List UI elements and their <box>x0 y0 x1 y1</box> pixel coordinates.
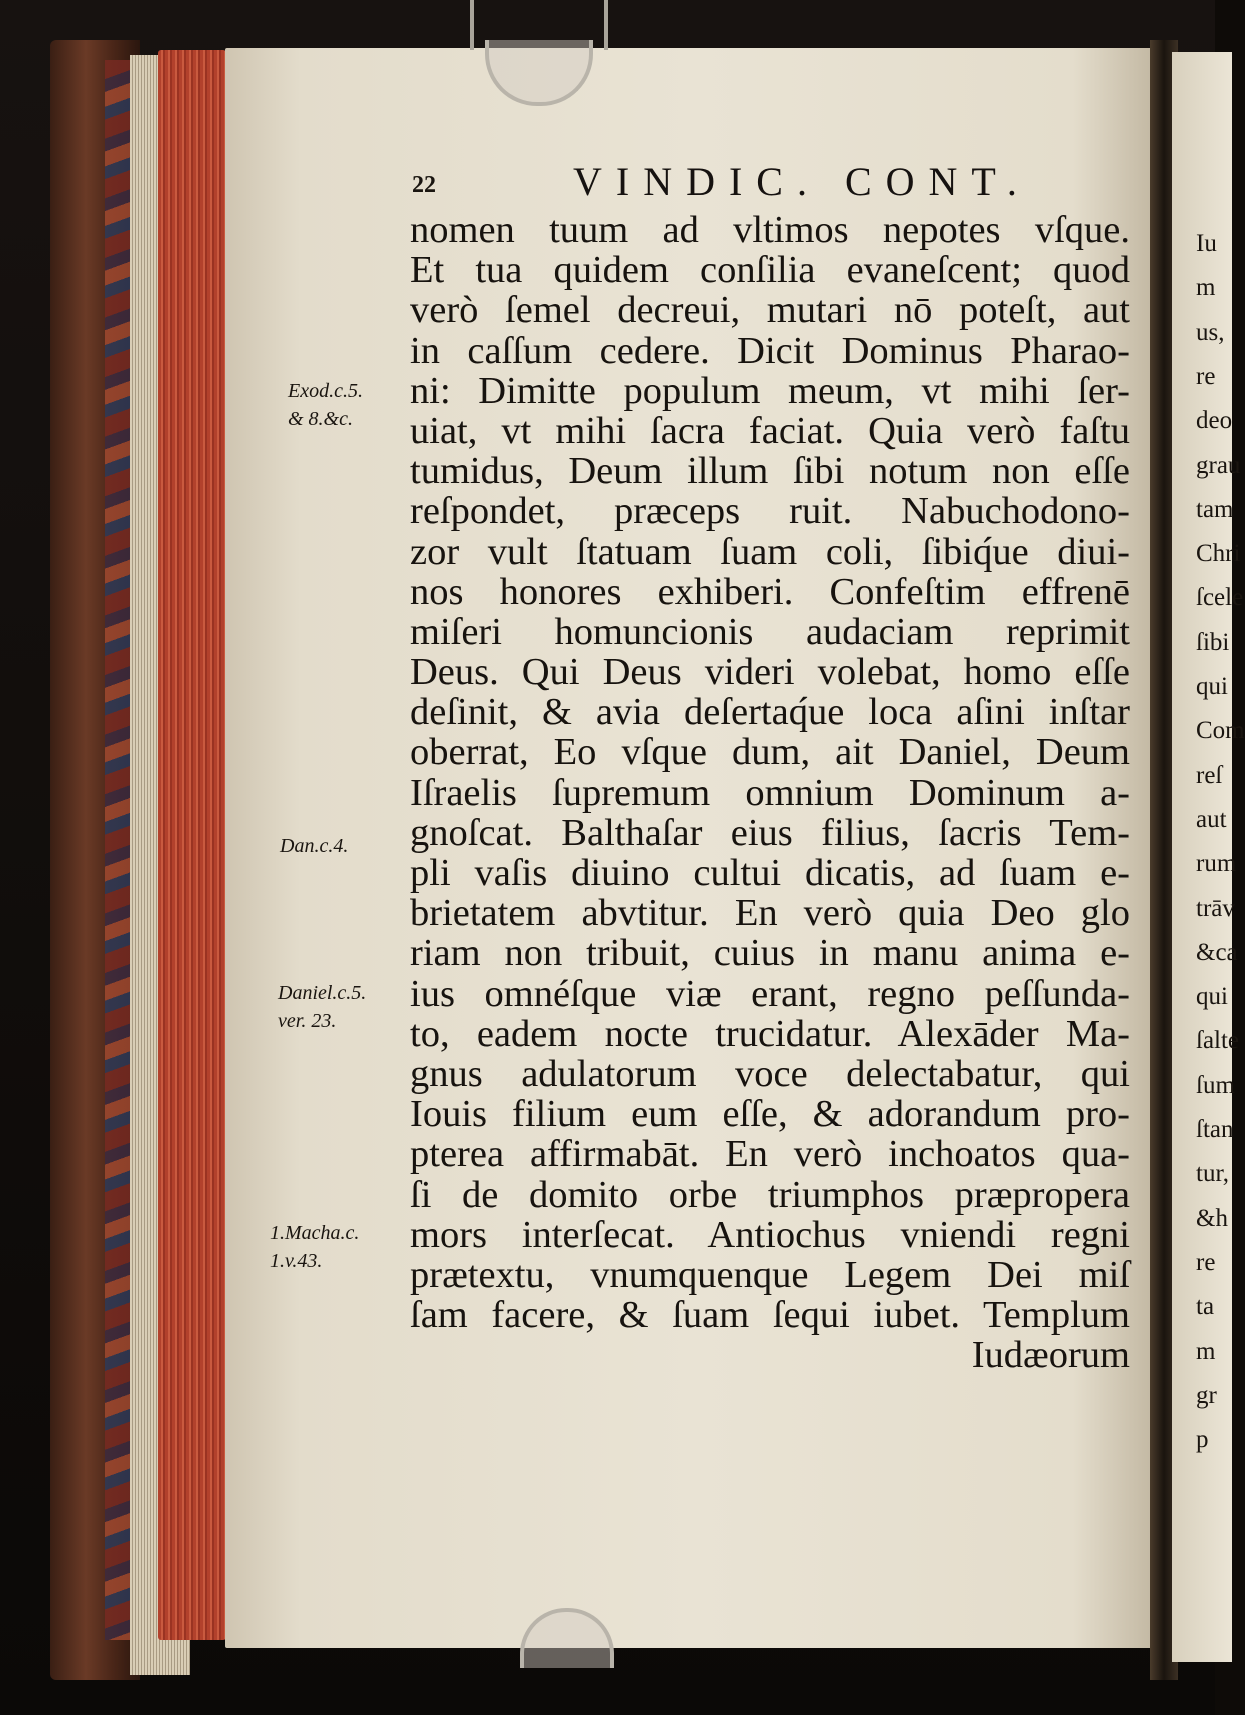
text-line: in caſſum cedere. Dicit Dominus Pharao- <box>410 329 1130 372</box>
text-line: tumidus, Deum illum ſibi notum non eſſe <box>410 450 1130 493</box>
text-line: Deus. Qui Deus videri volebat, homo eſſe <box>410 651 1130 694</box>
facing-page-fragment: ſalte <box>1196 1027 1240 1055</box>
margin-note: ver. 23. <box>278 1010 337 1032</box>
text-line: reſpondet, præceps ruit. Nabuchodono- <box>410 490 1130 533</box>
text-line: oberrat, Eo vſque dum, ait Daniel, Deum <box>410 731 1130 774</box>
margin-note: 1.v.43. <box>270 1250 323 1272</box>
facing-page-fragment: grau <box>1196 451 1241 479</box>
margin-note: Exod.c.5. <box>288 380 363 402</box>
facing-page-fragment: tur, <box>1196 1160 1230 1188</box>
facing-page-fragment: ſibi <box>1196 628 1230 656</box>
text-line: miſeri homuncionis audaciam reprimit <box>410 610 1130 653</box>
text-line: Et tua quidem conſilia evaneſcent; quod <box>410 249 1130 292</box>
body-text <box>410 210 1130 1335</box>
facing-page-fragment: &h <box>1196 1204 1228 1232</box>
facing-page-fragment: &ca <box>1196 938 1238 966</box>
text-line: gnoſcat. Balthaſar eius filius, ſacris Tem- <box>410 811 1130 854</box>
facing-page-fragment: reſ <box>1196 761 1223 789</box>
text-line: mors interſecat. Antiochus vniendi regni <box>410 1213 1130 1256</box>
facing-page-fragment: re <box>1196 362 1216 390</box>
text-line: zor vult ſtatuam ſuam coli, ſibiq́ue diui- <box>410 530 1130 573</box>
text-line: gnus adulatorum voce delectabatur, qui <box>410 1052 1130 1095</box>
page-number: 22 <box>412 172 436 198</box>
margin-note: Daniel.c.5. <box>278 982 367 1004</box>
facing-page-fragment: Chri <box>1196 540 1241 568</box>
page-header <box>410 158 1130 210</box>
text-line: nos honores exhiberi. Confeſtim effrenē <box>410 570 1130 613</box>
red-page-edge <box>158 50 226 1640</box>
facing-page-fragment: Com <box>1196 717 1245 745</box>
text-line: prætextu, vnumquenque Legem Dei miſ <box>410 1253 1130 1296</box>
running-head: VINDIC. CONT. <box>573 159 1031 204</box>
text-line: Iouis filium eum eſſe, & adorandum pro- <box>410 1093 1130 1136</box>
facing-page-fragment: re <box>1196 1248 1216 1276</box>
text-line: pli vaſis diuino cultui dicatis, ad ſuam e- <box>410 852 1130 894</box>
facing-page-fragment: aut <box>1196 805 1227 833</box>
facing-page-fragment: ſtan <box>1196 1116 1234 1143</box>
text-line: ni: Dimitte populum meum, vt mihi ſer- <box>410 369 1130 412</box>
facing-page-fragment: m <box>1196 1337 1216 1365</box>
text-line: uiat, vt mihi ſacra faciat. Quia verò faſtu <box>410 409 1130 452</box>
text-line: to, eadem nocte trucidatur. Alexāder Ma- <box>410 1012 1130 1055</box>
text-line: pterea affirmabāt. En verò inchoatos qua- <box>410 1133 1130 1176</box>
facing-page <box>1172 52 1245 1662</box>
margin-note: & 8.&c. <box>288 408 353 430</box>
facing-page-fragment: deo <box>1196 407 1233 435</box>
margin-note: Dan.c.4. <box>280 835 349 857</box>
facing-page-fragment: Iu <box>1196 230 1217 257</box>
text-line: verò ſemel decreui, mutari nō poteſt, aut <box>410 289 1130 332</box>
facing-page-fragment: ſcele <box>1196 584 1244 612</box>
margin-note: 1.Macha.c. <box>270 1222 360 1244</box>
facing-page-fragment: p <box>1196 1426 1209 1454</box>
facing-page-fragment: m <box>1196 274 1216 302</box>
text-line: ſi de domito orbe triumphos præpropera <box>410 1173 1130 1216</box>
facing-page-fragment: us, <box>1196 318 1225 346</box>
text-line: brietatem abvtitur. En verò quia Deo glo <box>410 892 1130 935</box>
text-line: riam non tribuit, cuius in manu anima e- <box>410 932 1130 975</box>
facing-page-fragment: ta <box>1196 1293 1215 1321</box>
text-line: ſam facere, & ſuam ſequi iubet. Templum <box>410 1294 1130 1337</box>
facing-page-fragment: ſum <box>1196 1071 1235 1099</box>
catchword: Iudæorum <box>971 1334 1130 1377</box>
facing-page-fragment: gr <box>1196 1381 1217 1409</box>
facing-page-fragment: tam <box>1196 495 1234 523</box>
facing-page-fragment: rum <box>1196 850 1237 878</box>
facing-page-fragment: qui <box>1196 983 1228 1011</box>
text-line: ius omnéſque viæ erant, regno peſſunda- <box>410 972 1130 1015</box>
text-line: Iſraelis ſupremum omnium Dominum a- <box>410 771 1130 814</box>
facing-page-fragment: qui <box>1196 673 1228 700</box>
text-block <box>410 158 1130 1375</box>
facing-page-fragment: trāv <box>1196 894 1235 922</box>
text-line: nomen tuum ad vltimos nepotes vſque. <box>410 209 1130 251</box>
text-line: deſinit, & avia deſertaq́ue loca aſini inſtar <box>410 691 1130 734</box>
